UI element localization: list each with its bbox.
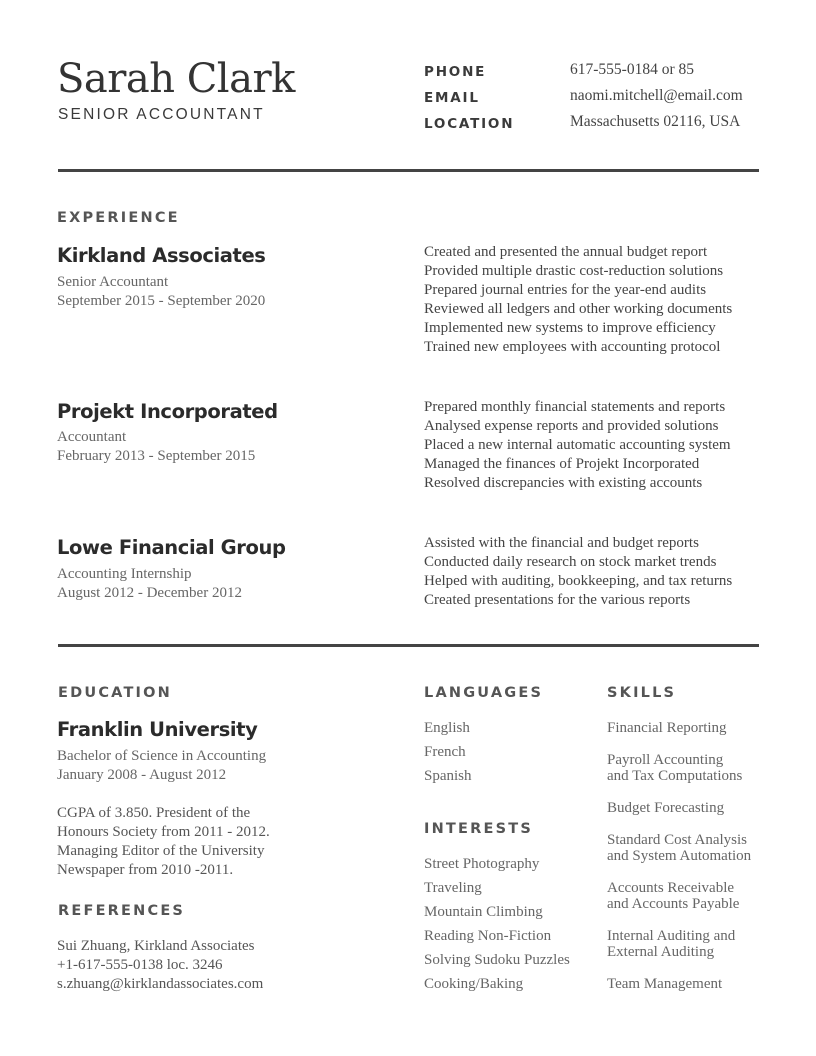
job-bullet: Created presentations for the various reports xyxy=(424,592,691,608)
interest-item: Traveling xyxy=(424,880,482,896)
job-bullets xyxy=(424,398,731,493)
skill-line: Standard Cost Analysis xyxy=(607,832,748,848)
job-bullet: Placed a new internal automatic accounting system xyxy=(424,437,731,453)
skills-heading: SKILLS xyxy=(607,685,677,701)
languages-heading: LANGUAGES xyxy=(424,685,544,701)
job-bullet: Provided multiple drastic cost-reduction solutions xyxy=(424,263,724,279)
skill-line: Accounts Receivable xyxy=(607,880,735,896)
interests-heading: INTERESTS xyxy=(424,821,533,837)
interest-item: Cooking/Baking xyxy=(424,976,524,992)
skill-line: External Auditing xyxy=(607,944,715,960)
job-bullet: Helped with auditing, bookkeeping, and tax returns xyxy=(424,573,733,589)
education-detail-line: Managing Editor of the University xyxy=(57,843,265,859)
job-bullet: Conducted daily research on stock market trends xyxy=(424,554,717,570)
skill-item xyxy=(607,720,727,736)
experience-heading: EXPERIENCE xyxy=(57,210,180,226)
skill-item xyxy=(607,832,751,864)
reference-name: Sui Zhuang, Kirkland Associates xyxy=(57,938,255,954)
languages-list xyxy=(424,719,472,791)
job-bullets xyxy=(424,243,732,357)
job-bullet: Created and presented the annual budget report xyxy=(424,244,708,260)
interest-item: Reading Non-Fiction xyxy=(424,928,552,944)
job-company: Lowe Financial Group xyxy=(57,536,286,559)
reference-phone: +1-617-555-0138 loc. 3246 xyxy=(57,957,223,973)
references-block xyxy=(57,937,263,994)
job-company: Kirkland Associates xyxy=(57,244,266,267)
degree: Bachelor of Science in Accounting xyxy=(57,748,267,764)
skill-item xyxy=(607,928,735,960)
skill-line: Team Management xyxy=(607,976,723,992)
language-item: Spanish xyxy=(424,768,472,784)
skill-line: and Accounts Payable xyxy=(607,896,740,912)
skill-line: Budget Forecasting xyxy=(607,800,725,816)
language-item: French xyxy=(424,744,466,760)
reference-email: s.zhuang@kirklandassociates.com xyxy=(57,976,264,992)
email-label: EMAIL xyxy=(424,90,480,106)
job-dates: February 2013 - September 2015 xyxy=(57,448,256,464)
education-details xyxy=(57,804,270,880)
skill-item xyxy=(607,752,742,784)
phone-value: 617-555-0184 or 85 xyxy=(570,61,694,78)
skill-line: Internal Auditing and xyxy=(607,928,736,944)
job-bullet: Reviewed all ledgers and other working documents xyxy=(424,301,733,317)
skill-line: and Tax Computations xyxy=(607,768,743,784)
interest-item: Mountain Climbing xyxy=(424,904,543,920)
location-label: LOCATION xyxy=(424,116,515,132)
education-heading: EDUCATION xyxy=(58,685,173,701)
job-bullet: Assisted with the financial and budget reports xyxy=(424,535,699,551)
job-bullet: Trained new employees with accounting protocol xyxy=(424,339,721,355)
skill-item xyxy=(607,976,722,992)
location-value: Massachusetts 02116, USA xyxy=(570,113,741,130)
skill-item xyxy=(607,800,724,816)
interest-item: Street Photography xyxy=(424,856,540,872)
job-bullet: Prepared journal entries for the year-end audits xyxy=(424,282,707,298)
job-bullet: Managed the finances of Projekt Incorporated xyxy=(424,456,700,472)
education-dates: January 2008 - August 2012 xyxy=(57,767,227,783)
language-item: English xyxy=(424,720,470,736)
job-bullets xyxy=(424,534,732,610)
job-bullet: Resolved discrepancies with existing accounts xyxy=(424,475,703,491)
job-dates: August 2012 - December 2012 xyxy=(57,585,242,601)
job-bullet: Implemented new systems to improve efficiency xyxy=(424,320,716,336)
job-dates: September 2015 - September 2020 xyxy=(57,293,266,309)
email-value: naomi.mitchell@email.com xyxy=(570,87,743,104)
candidate-name: Sarah Clark xyxy=(57,56,295,102)
job-role: Senior Accountant xyxy=(57,274,169,290)
education-detail-line: Honours Society from 2011 - 2012. xyxy=(57,824,270,840)
interests-list xyxy=(424,855,570,999)
education-detail-line: CGPA of 3.850. President of the xyxy=(57,805,251,821)
header-divider xyxy=(58,169,759,172)
references-heading: REFERENCES xyxy=(58,903,186,919)
job-role: Accountant xyxy=(57,429,127,445)
education-detail-line: Newspaper from 2010 -2011. xyxy=(57,862,234,878)
skill-item xyxy=(607,880,739,912)
experience-divider xyxy=(58,644,759,647)
phone-label: PHONE xyxy=(424,64,487,80)
job-bullet: Analysed expense reports and provided solutions xyxy=(424,418,719,434)
skill-line: Financial Reporting xyxy=(607,720,727,736)
skill-line: and System Automation xyxy=(607,848,752,864)
school-name: Franklin University xyxy=(57,718,258,741)
job-role: Accounting Internship xyxy=(57,566,192,582)
skill-line: Payroll Accounting xyxy=(607,752,724,768)
job-bullet: Prepared monthly financial statements and reports xyxy=(424,399,726,415)
job-company: Projekt Incorporated xyxy=(57,400,278,423)
job-title: SENIOR ACCOUNTANT xyxy=(58,106,265,123)
interest-item: Solving Sudoku Puzzles xyxy=(424,952,570,968)
